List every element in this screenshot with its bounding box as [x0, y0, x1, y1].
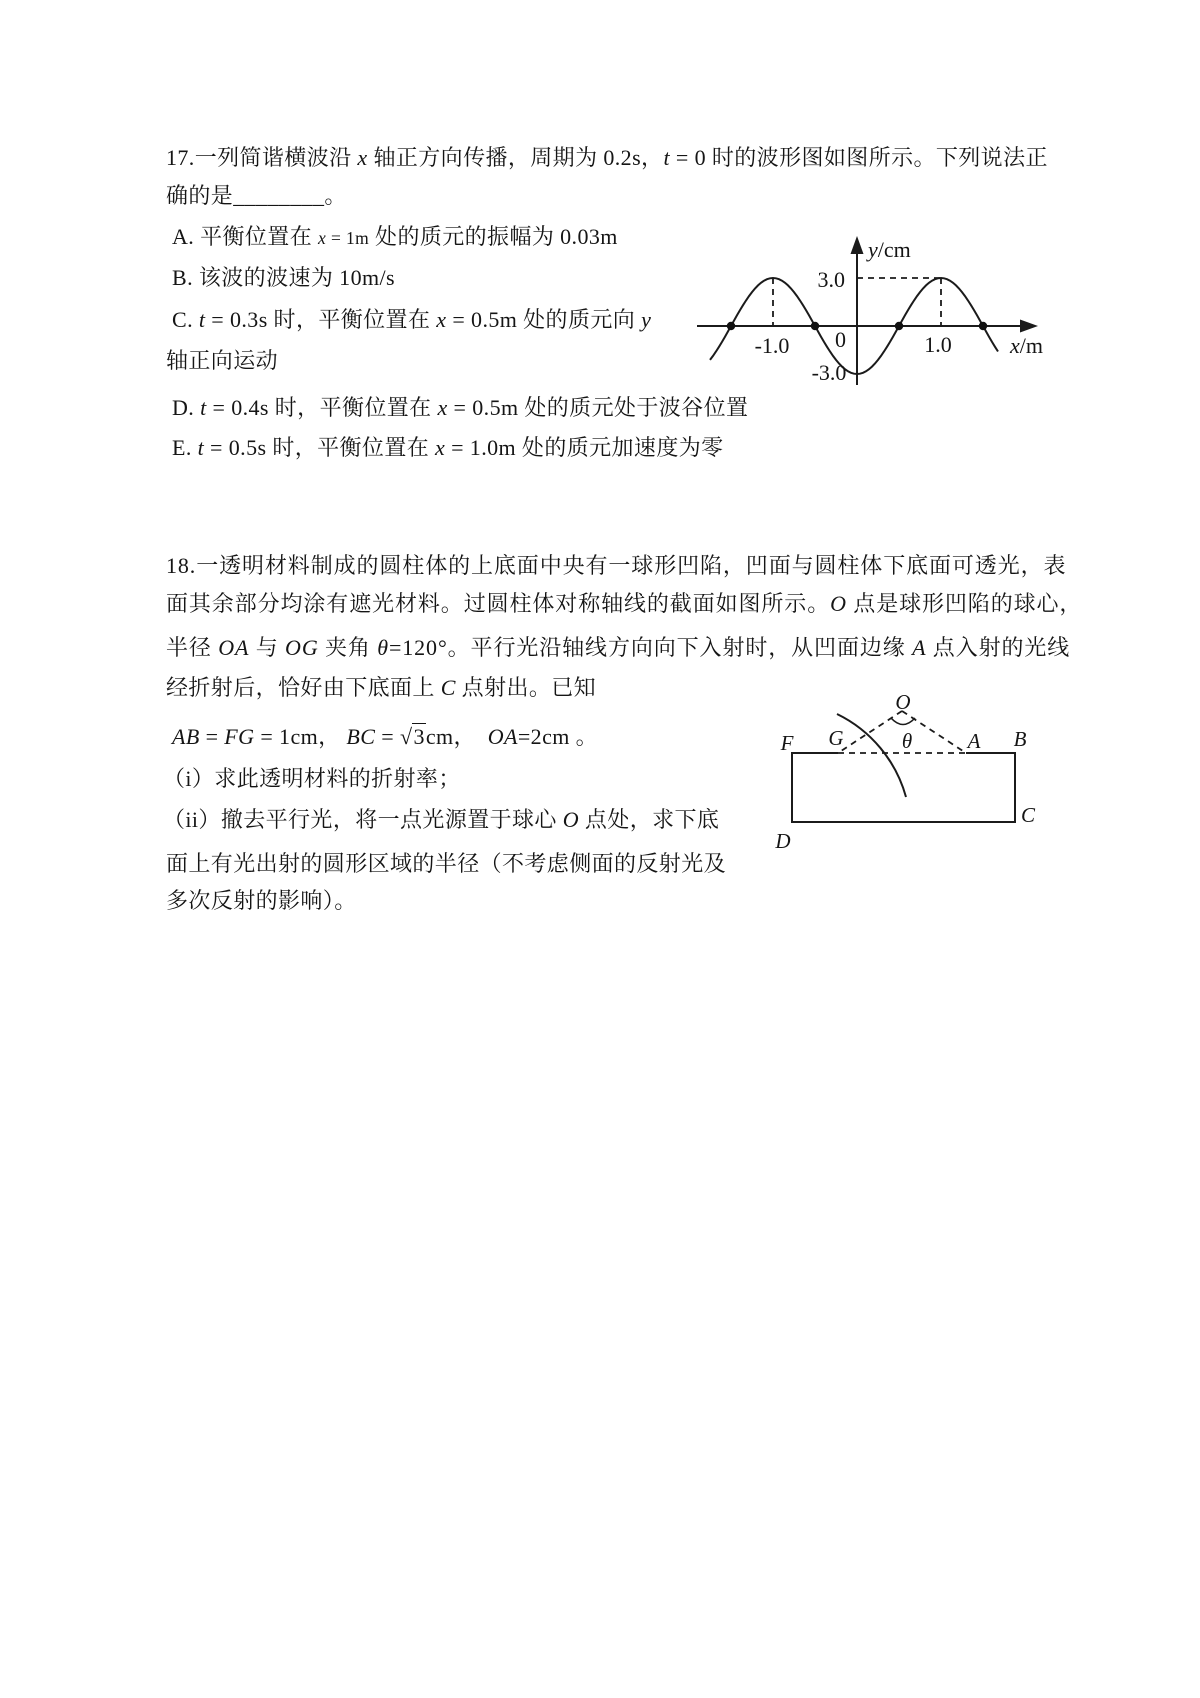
y-axis-arrow	[851, 236, 864, 254]
q17-option-a	[172, 222, 618, 253]
x-tick-minus-1: -1.0	[754, 333, 790, 358]
text-segment: 点入射的光线	[926, 635, 1071, 660]
text-segment: x	[437, 395, 448, 420]
text-segment: 面上有光出射的圆形区域的半径（不考虑侧面的反射光及	[166, 851, 727, 876]
label-C: C	[1020, 803, 1036, 827]
text-segment: = 0.5m 处的质元向	[446, 307, 642, 332]
wave-zero-crossing-dot	[979, 322, 987, 330]
text-segment: θ	[377, 635, 389, 660]
origin-label: 0	[835, 327, 846, 352]
text-segment: （i）求此透明材料的折射率；	[163, 766, 461, 791]
text-segment: t	[197, 435, 205, 460]
x-axis-label: x/m	[1010, 333, 1043, 358]
spherical-surface-arc	[837, 714, 906, 797]
text-segment: D.	[172, 395, 201, 420]
y-tick-negative: -3.0	[811, 360, 847, 385]
text-segment: y	[641, 307, 652, 332]
label-theta: θ	[901, 729, 913, 753]
text-segment: = 0.5s 时，平衡位置在	[204, 435, 436, 460]
q17-intro-line-1	[166, 143, 1048, 173]
text-segment: = 1cm，	[254, 724, 347, 749]
x-axis-arrow	[1020, 320, 1038, 333]
text-segment: x	[318, 228, 327, 248]
wave-zero-crossing-dot	[895, 322, 903, 330]
text-segment: t	[198, 307, 206, 332]
label-F: F	[780, 731, 794, 755]
text-segment: C.	[172, 307, 199, 332]
q17-option-b	[172, 263, 395, 293]
q17-option-e	[172, 433, 724, 463]
text-segment: 确的是________。	[166, 183, 347, 208]
label-O: O	[895, 690, 911, 714]
text-segment: 18.一透明材料制成的圆柱体的上底面中央有一球形凹陷，凹面与圆柱体下底面可透光，表	[166, 553, 1067, 578]
text-segment: =2cm 。	[517, 724, 599, 749]
text-segment: 夹角	[318, 635, 378, 660]
text-segment: x	[357, 145, 368, 170]
radius-OG-dashed	[838, 711, 902, 753]
text-segment: O	[562, 807, 580, 832]
text-segment: 多次反射的影响）。	[166, 888, 357, 913]
text-segment: = 0.4s 时，平衡位置在	[206, 395, 438, 420]
q17-option-c-cont	[166, 346, 278, 376]
text-segment: 与	[249, 635, 286, 660]
text-segment: 经折射后，恰好由下底面上	[166, 675, 441, 700]
q18-part-ii-cont-2	[166, 886, 357, 916]
q17-option-d	[172, 393, 748, 423]
text-segment: = 0 时的波形图如图所示。下列说法正	[669, 145, 1048, 170]
text-segment: = 0.5m 处的质元处于波谷位置	[447, 395, 749, 420]
q18-intro-line-3	[166, 633, 1070, 663]
text-segment: B. 该波的波速为 10m/s	[172, 265, 395, 290]
label-G: G	[828, 726, 844, 750]
text-segment: OG	[285, 635, 319, 660]
text-segment: =120°。平行光沿轴线方向向下入射时，从凹面边缘	[388, 635, 913, 660]
text-segment: =	[375, 724, 400, 749]
text-segment: OA	[218, 635, 250, 660]
text-segment: x	[436, 307, 447, 332]
text-segment: A. 平衡位置在	[172, 224, 318, 249]
text-segment: = 1m	[326, 228, 370, 248]
text-segment: 半径	[166, 635, 219, 660]
label-B: B	[1013, 727, 1027, 751]
y-tick-positive: 3.0	[817, 267, 845, 292]
text-segment: A	[912, 635, 927, 660]
text-segment: =	[199, 724, 225, 749]
q17-option-c	[172, 305, 651, 335]
text-segment: FG	[224, 724, 255, 749]
text-segment: 轴正方向传播，周期为 0.2s，	[367, 145, 664, 170]
wave-zero-crossing-dot	[811, 322, 819, 330]
q18-part-i	[163, 764, 461, 794]
text-segment: 点处，求下底	[579, 807, 720, 832]
text-segment: = 1.0m 处的质元加速度为零	[445, 435, 724, 460]
label-A: A	[967, 729, 981, 753]
text-segment: t	[200, 395, 207, 420]
q18-intro-line-4	[166, 673, 596, 703]
text-segment: （ii）撤去平行光，将一点光源置于球心	[163, 807, 563, 832]
text-segment: AB	[172, 724, 200, 749]
text-segment: cm，	[425, 724, 488, 749]
y-axis-label: y/cm	[868, 237, 911, 262]
text-segment: C	[440, 675, 456, 700]
q17-intro-line-2	[166, 181, 347, 211]
wave-zero-crossing-dot	[727, 322, 735, 330]
text-segment: 轴正向运动	[166, 348, 279, 373]
text-segment: 17.一列简谐横波沿	[166, 145, 358, 170]
q18-intro-line-1	[166, 551, 1066, 581]
text-segment: t	[663, 145, 670, 170]
x-tick-plus-1: 1.0	[924, 332, 952, 357]
wave-figure	[640, 228, 1050, 388]
label-D: D	[775, 829, 791, 853]
text-segment: 处的质元的振幅为 0.03m	[369, 224, 618, 249]
text-segment: 点射出。已知	[455, 675, 597, 700]
text-segment: x	[435, 435, 446, 460]
text-segment: 3	[413, 724, 425, 749]
text-segment: BC	[346, 724, 376, 749]
q18-part-ii	[163, 805, 719, 835]
text-segment: E.	[172, 435, 198, 460]
theta-angle-arc	[891, 718, 915, 725]
text-segment: OA	[487, 724, 518, 749]
text-segment: √	[399, 724, 413, 749]
q18-given-values	[172, 722, 598, 752]
text-segment: 面其余部分均涂有遮光材料。过圆柱体对称轴线的截面如图所示。	[166, 591, 831, 616]
text-segment: 点是球形凹陷的球心，	[846, 591, 1083, 616]
cylinder-figure	[770, 688, 1050, 860]
q18-intro-line-2	[166, 589, 1082, 619]
text-segment: O	[830, 591, 847, 616]
q18-part-ii-cont-1	[166, 849, 726, 879]
text-segment: = 0.3s 时，平衡位置在	[205, 307, 437, 332]
